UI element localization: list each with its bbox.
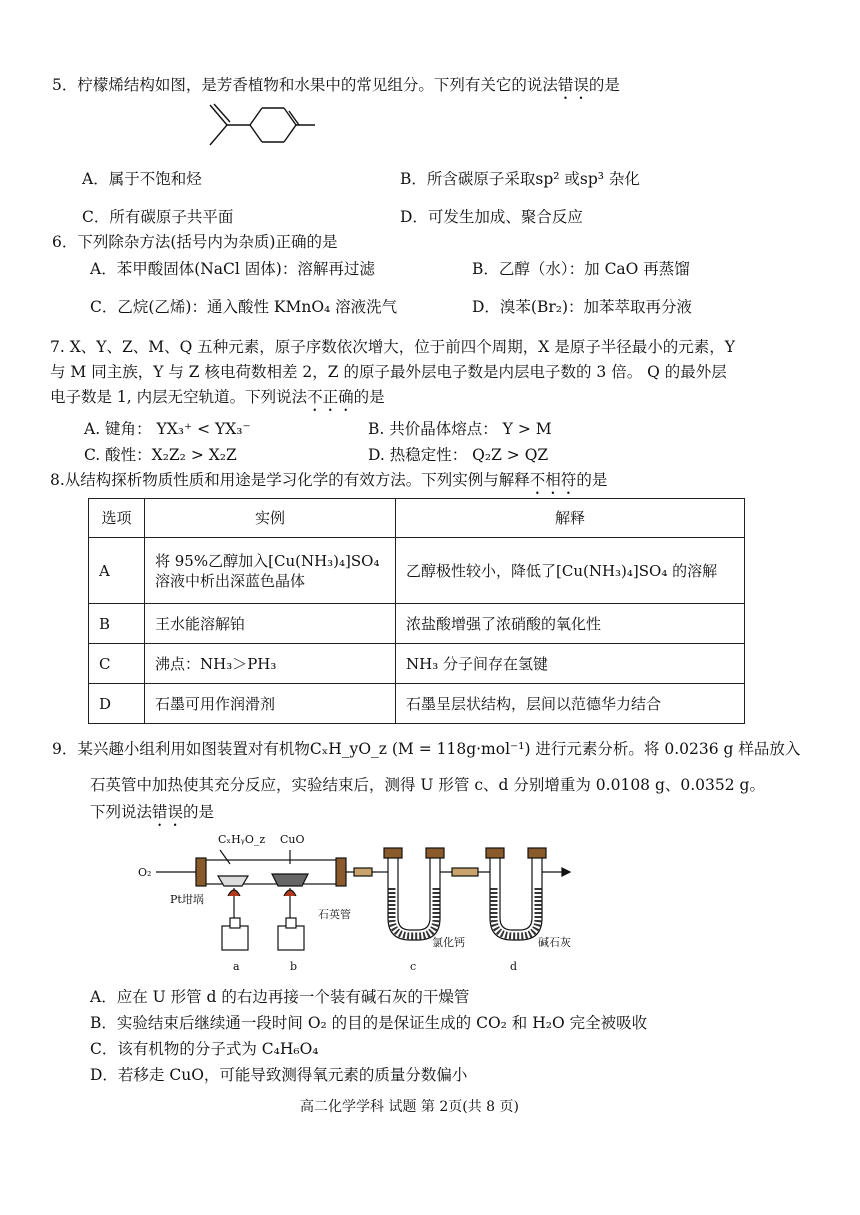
row-explanation: 浓盐酸增强了浓硝酸的氧化性: [396, 604, 745, 644]
q6-option-b: B．乙醇（水）：加 CaO 再蒸馏: [472, 260, 690, 278]
q5-option-a: A．属于不饱和烃: [82, 170, 202, 188]
q8-table: [88, 498, 745, 724]
q9-option-a: A．应在 U 形管 d 的右边再接一个装有碱石灰的干燥管: [90, 988, 470, 1006]
table-header-row: [89, 499, 745, 538]
label-sample: CₓHᵧO_z: [218, 833, 266, 846]
q7-line1: 7. X、Y、Z、M、Q 五种元素，原子序数依次增大，位于前四个周期，X 是原子半径最小的元素，Y: [50, 338, 735, 356]
row-explanation: 乙醇极性较小，降低了[Cu(NH₃)₄]SO₄ 的溶解: [396, 538, 745, 604]
label-sodalime: 碱石灰: [538, 936, 571, 949]
page-footer: 高二化学学科 试题 第 2页(共 8 页): [300, 1099, 519, 1115]
table-row: [89, 538, 745, 604]
label-a: a: [233, 960, 240, 973]
q9-line1: 9．某兴趣小组利用如图装置对有机物CₓH_yO_z (M = 118g·mol⁻¹) 进行元素分析。将 0.0236 g 样品放入: [52, 740, 801, 758]
row-option: A: [89, 538, 145, 604]
q9-line3-text: 下列说法: [90, 803, 153, 821]
q9-line3: [90, 801, 214, 830]
label-cacl2: 氯化钙: [432, 936, 465, 949]
header-example: 实例: [145, 499, 396, 538]
row-option: C: [89, 644, 145, 684]
label-c: c: [410, 960, 417, 973]
label-b: b: [290, 960, 298, 973]
q7-option-c: C. 酸性：X₂Z₂ > X₂Z: [84, 446, 237, 464]
q9-line3-end: 的是: [183, 803, 215, 821]
q9-line2: 石英管中加热使其充分反应，实验结束后，测得 U 形管 c、d 分别增重为 0.0108 g、0.0352 g。: [90, 776, 765, 794]
row-example: 沸点：NH₃＞PH₃: [145, 644, 396, 684]
q6-stem: 6．下列除杂方法(括号内为杂质)正确的是: [52, 233, 338, 251]
row-option: D: [89, 684, 145, 724]
label-d: d: [510, 960, 518, 973]
label-cuo: CuO: [280, 833, 305, 846]
q9-emphasis: 错误: [152, 803, 184, 821]
q7-line2: 与 M 同主族，Y 与 Z 核电荷数相差 2，Z 的原子最外层电子数是内层电子数的 3 倍。 Q 的最外层: [50, 363, 727, 381]
limonene-structure: [200, 100, 320, 155]
row-explanation: 石墨呈层状结构，层间以范德华力结合: [396, 684, 745, 724]
q9-option-b: B．实验结束后继续通一段时间 O₂ 的目的是保证生成的 CO₂ 和 H₂O 完全被吸收: [90, 1014, 648, 1032]
q8-stem-end: 的是: [576, 471, 608, 489]
row-option: B: [89, 604, 145, 644]
q6-option-c: C．乙烷(乙烯)：通入酸性 KMnO₄ 溶液洗气: [90, 298, 398, 316]
q7-emphasis: 不正确: [307, 388, 354, 406]
label-o2: O₂: [138, 866, 152, 879]
q7-line3-text: 电子数是 1, 内层无空轨道。下列说法: [50, 388, 308, 406]
row-example: 石墨可用作润滑剂: [145, 684, 396, 724]
apparatus-diagram: [130, 828, 580, 976]
q8-stem-text: 8.从结构探析物质性质和用途是学习化学的有效方法。下列实例与解释: [50, 471, 530, 489]
q7-line3-end: 的是: [353, 388, 385, 406]
row-example-line1: 将 95%乙醇加入[Cu(NH₃)₄]SO₄: [155, 551, 380, 570]
q7-option-a: A. 键角： YX₃⁺ < YX₃⁻: [84, 420, 251, 438]
table-row: [89, 684, 745, 724]
q5-option-d: D．可发生加成、聚合反应: [400, 208, 583, 226]
row-explanation: NH₃ 分子间存在氢键: [396, 644, 745, 684]
row-example-line2: 溶液中析出深蓝色晶体: [155, 571, 306, 590]
label-pt: Pt坩埚: [170, 893, 204, 906]
q6-option-d: D．溴苯(Br₂)：加苯萃取再分液: [472, 298, 693, 316]
q7-option-b: B. 共价晶体熔点： Y > M: [368, 420, 552, 438]
row-example: [145, 538, 396, 604]
q6-option-a: A．苯甲酸固体(NaCl 固体)：溶解再过滤: [90, 260, 375, 278]
q5-stem-end: 的是: [588, 76, 620, 94]
q9-option-c: C．该有机物的分子式为 C₄H₆O₄: [90, 1040, 319, 1058]
q7-option-d: D. 热稳定性： Q₂Z > QZ: [368, 446, 549, 464]
q8-emphasis: 不相符: [529, 471, 577, 489]
q8-stem: [50, 469, 607, 498]
q5-option-b: B．所含碳原子采取sp² 或sp³ 杂化: [400, 170, 640, 188]
row-example: 王水能溶解铂: [145, 604, 396, 644]
q5-stem: [52, 74, 620, 103]
q5-emphasis: 错误: [557, 76, 589, 94]
header-explanation: 解释: [396, 499, 745, 538]
q5-stem-text: 5．柠檬烯结构如图，是芳香植物和水果中的常见组分。下列有关它的说法: [52, 76, 558, 94]
q9-option-d: D．若移走 CuO，可能导致测得氧元素的质量分数偏小: [90, 1066, 468, 1084]
q7-line3: [50, 386, 385, 415]
table-row: [89, 644, 745, 684]
q5-option-c: C．所有碳原子共平面: [82, 208, 234, 226]
label-quartz: 石英管: [318, 908, 351, 921]
header-option: 选项: [89, 499, 145, 538]
table-row: [89, 604, 745, 644]
